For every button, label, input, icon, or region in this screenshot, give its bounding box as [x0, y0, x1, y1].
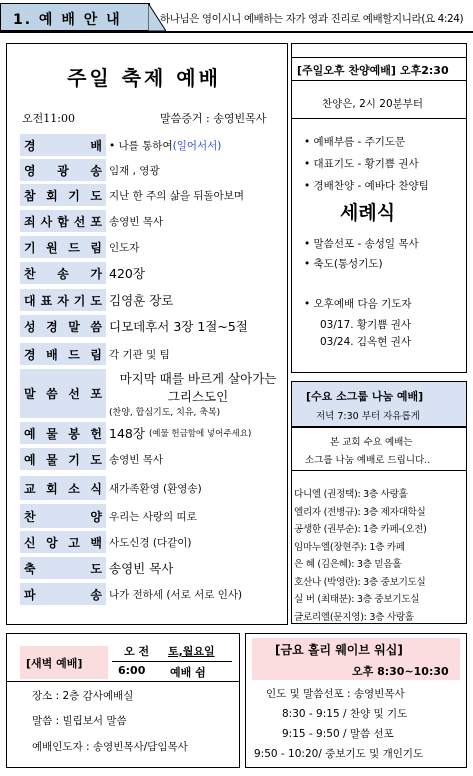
afternoon-time: 오후2:30 — [400, 64, 449, 77]
small-group-item: 임마누엘(장현주): 1층 카페 — [294, 541, 405, 553]
service-time: 오전11:00 — [22, 112, 75, 125]
order-label: 말 씀 선 포 — [20, 369, 106, 418]
order-value: 디모데후서 3장 1절~5절 — [109, 319, 248, 334]
wednesday-divider — [291, 470, 467, 471]
order-label: 축 도 — [20, 557, 106, 579]
wednesday-title: [수요 소그룹 나눔 예배] — [306, 390, 424, 403]
order-value: • 나를 통하여 (일어서서) — [109, 139, 222, 152]
small-group-item: 글로리엘(문지영): 3층 사랑홀 — [294, 611, 414, 623]
order-value: 148장 (예물 헌금함에 넣어주세요) — [109, 426, 252, 441]
order-label: 대 표 자 기 도 — [20, 289, 106, 311]
order-label: 참 회 기 도 — [20, 184, 106, 206]
small-group-item: 다니엘 (권정택): 3층 사랑홀 — [294, 489, 408, 500]
next-prayer-item: 03/24. 김옥현 권사 — [320, 336, 411, 348]
order-label: 죄 사 함 선 포 — [20, 210, 106, 232]
order-label: 기 원 드 림 — [20, 236, 106, 258]
baptism-heading: 세례식 — [340, 202, 396, 224]
order-value: 우리는 사랑의 띠로 — [109, 510, 197, 523]
order-value: 송영빈 목사 — [109, 453, 164, 466]
afternoon-item: • 예배부름 - 주기도문 — [304, 136, 406, 148]
order-label: 영 광 송 — [20, 159, 106, 181]
next-prayer-title: • 오후예배 다음 기도자 — [304, 298, 412, 310]
order-label: 신 앙 고 백 — [20, 531, 106, 553]
wednesday-note: 소그룹 나눔 예배로 드립니다.. — [305, 455, 431, 466]
service-preacher: 말씀증거 : 송영빈목사 — [160, 112, 267, 125]
order-value: 김영훈 장로 — [109, 293, 174, 308]
wednesday-note: 본 교회 수요 예배는 — [330, 437, 413, 448]
order-label: 파 송 — [20, 583, 106, 605]
order-value: 나가 전하세 (서로 서로 인사) — [109, 588, 243, 601]
header-quote: 하나님은 영이시니 예배하는 자가 영과 진리로 예배할지니라(요 4:24) — [160, 13, 464, 25]
order-value: 새가족환영 (환영송) — [109, 482, 202, 495]
order-label: 찬 송 가 — [20, 262, 106, 284]
afternoon-item: • 축도(통성기도) — [304, 258, 383, 270]
small-group-item: 은 혜 (김은혜): 3층 믿음홀 — [294, 559, 402, 570]
afternoon-item: • 대표기도 - 황기쁨 권사 — [304, 158, 419, 170]
next-prayer-item: 03/17. 황기쁨 권사 — [320, 319, 411, 331]
order-value: 송영빈 목사 — [109, 215, 164, 228]
order-label: 예 물 기 도 — [20, 448, 106, 470]
dawn-time-label: 오 전 — [124, 645, 150, 658]
section-tab — [0, 3, 150, 31]
dawn-leader: 예배인도자 : 송영빈목사/담임목사 — [32, 741, 188, 753]
order-label: 예 물 봉 헌 — [20, 422, 106, 444]
dawn-word: 말씀 : 빌립보서 말씀 — [32, 715, 127, 727]
dawn-place: 장소 : 2층 감사예배실 — [32, 690, 134, 702]
afternoon-subtitle: 찬양은, 2시 20분부터 — [322, 98, 424, 110]
friday-schedule-item: 9:15 - 9:50 / 말씀 선포 — [282, 728, 394, 740]
order-value: 인도자 — [109, 241, 140, 254]
order-value: 마지막 때를 바르게 살아가는 그리스도인 (찬양, 합심기도, 치유, 축복) — [109, 371, 277, 418]
service-title: 주일 축제 예배 — [67, 66, 221, 90]
dawn-time-divider — [112, 661, 232, 662]
order-label: 경 배 — [20, 134, 106, 156]
dawn-days: 토,월요일 — [168, 645, 215, 658]
wednesday-time: 저녁 7:30 부터 자유롭게 — [316, 411, 420, 422]
friday-schedule-item: 9:50 - 10:20/ 중보기도 및 개인기도 — [254, 748, 424, 760]
afternoon-divider — [291, 118, 467, 119]
friday-time: 오후 8:30~10:30 — [352, 665, 449, 678]
section-title: 1. 예 배 안 내 — [13, 12, 122, 28]
order-value: 지난 한 주의 삶을 뒤돌아보며 — [109, 189, 245, 202]
small-group-item: 실 버 (최태분): 3층 중보기도실 — [294, 594, 420, 605]
order-value: 420장 — [109, 266, 145, 281]
friday-leader: 인도 및 말씀선포 : 송영빈목사 — [266, 688, 405, 700]
dawn-time: 6:00 — [118, 664, 146, 677]
order-value: 송영빈 목사 — [109, 561, 174, 576]
order-label: 성 경 말 씀 — [20, 315, 106, 337]
friday-schedule-item: 8:30 - 9:15 / 찬양 및 기도 — [282, 708, 408, 720]
dawn-title: [새벽 예배] — [26, 657, 83, 670]
order-value: 임재 , 영광 — [109, 164, 160, 177]
small-group-item: 엘리자 (전병규): 3층 제자대학실 — [294, 506, 426, 518]
friday-title: [금요 홀리 웨이브 워십] — [275, 643, 403, 657]
dawn-divider — [6, 681, 240, 682]
small-group-item: 공생한 (권부순): 1층 카페-(오전) — [294, 524, 427, 535]
order-value: 사도신경 (다같이) — [109, 536, 192, 549]
order-label: 경 배 드 림 — [20, 343, 106, 365]
small-group-item: 호산나 (박영란): 3층 중보기도실 — [294, 576, 426, 588]
order-label: 교 회 소 식 — [20, 476, 106, 500]
order-label: 찬 양 — [20, 504, 106, 528]
dawn-rest: 예배 쉼 — [170, 666, 206, 679]
afternoon-item: • 말씀선포 - 송성일 목사 — [304, 238, 419, 250]
header-divider — [0, 31, 473, 33]
afternoon-item: • 경배찬양 - 예바다 찬양팀 — [304, 180, 429, 192]
order-value: 각 기관 및 팀 — [109, 348, 170, 361]
afternoon-title: [주일오후 찬양예배] — [297, 64, 396, 77]
